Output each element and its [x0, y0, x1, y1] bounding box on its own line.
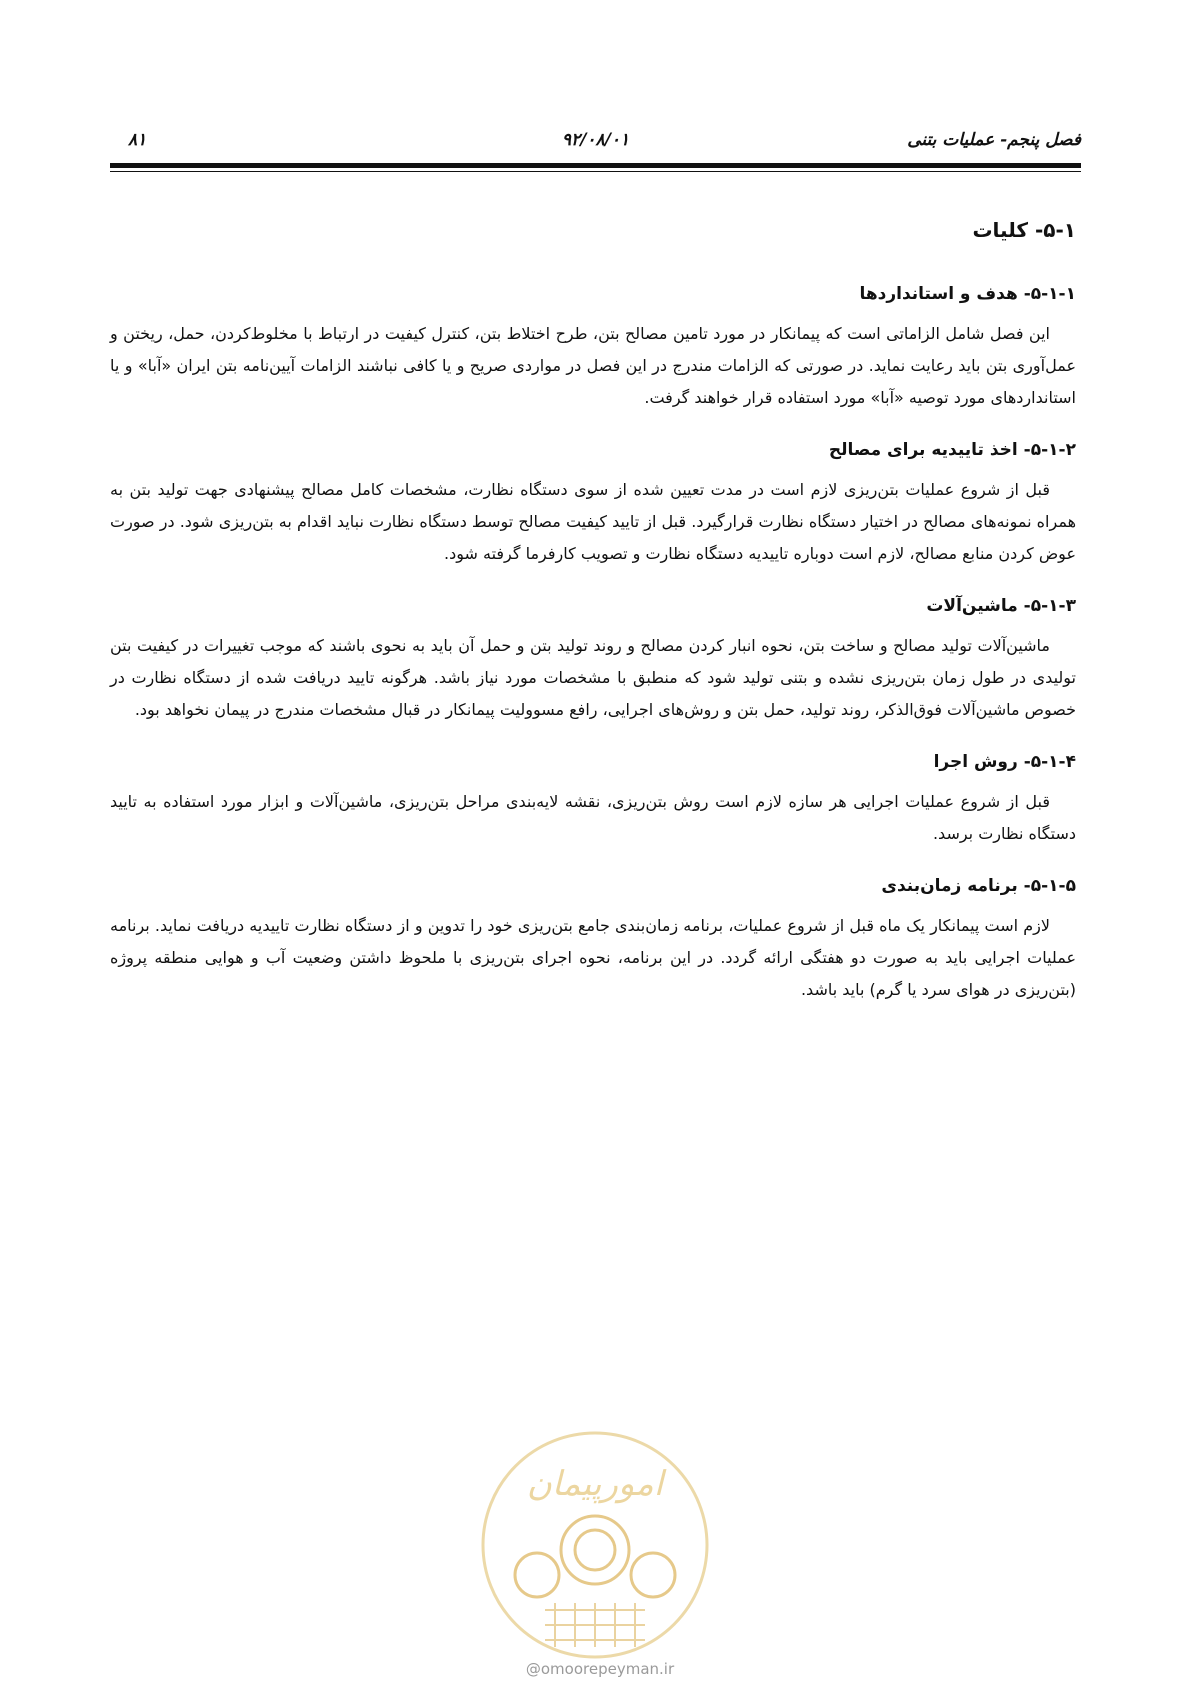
- paragraph: قبل از شروع عملیات بتن‌ریزی لازم است در مدت تعیین شده از سوی دستگاه نظارت، مشخصات کامل مصالح پیشنهادی جهت تولید بتن به همراه نمونه‌های مصالح در اختیار دستگاه نظارت قرارگیرد. قبل از تایید کیفیت مصالح توسط دستگاه نظارت نباید اقدام به بتن‌ریزی شود. در صورت عوض کردن منابع مصالح، لازم است دوباره تاییدیه دستگاه نظارت و تصویب کارفرما گرفته شود.: [110, 480, 1076, 563]
- document-body: [110, 210, 1076, 1032]
- paragraph: لازم است پیمانکار یک ماه قبل از شروع عملیات، برنامه زمان‌بندی جامع بتن‌ریزی خود را تدوین و از دستگاه نظارت تاییدیه دریافت نماید. برنامه عملیات اجرایی باید به صورت دو هفتگی ارائه گردد. در این برنامه، نحوه اجرای بتن‌ریزی با ملحوظ داشتن وضعیت آب و هوایی منطقه پروژه (بتن‌ریزی در هوای سرد یا گرم) باید باشد.: [110, 916, 1076, 999]
- paragraph: این فصل شامل الزاماتی است که پیمانکار در مورد تامین مصالح بتن، طرح اختلاط بتن، کنترل کیفیت در ارتباط با مخلوط‌کردن، حمل، ریختن و عمل‌آوری بتن باید رعایت نماید. در صورتی که الزامات مندرج در این فصل در مواردی صریح و یا کافی نباشند الزامات آیین‌نامه بتن ایران «آبا» و یا استانداردهای مورد توصیه «آبا» مورد استفاده قرار خواهند گرفت.: [110, 324, 1076, 407]
- chapter-title: فصل پنجم- عملیات بتنی: [907, 130, 1081, 150]
- subsection-title: ۵-۱-۵- برنامه زمان‌بندی: [881, 876, 1076, 896]
- watermark-url: @omoorepeyman.ir: [525, 1660, 675, 1678]
- subsection-title: ۵-۱-۱- هدف و استانداردها: [859, 284, 1076, 304]
- header-rule-thick: [110, 163, 1081, 168]
- page-header: [110, 128, 1081, 158]
- subsection-title: ۵-۱-۲- اخذ تاییدیه برای مصالح: [828, 440, 1076, 460]
- header-rule-thin: [110, 171, 1081, 172]
- watermark-seal-icon: [475, 1425, 715, 1665]
- svg-text:امورپیمان: امورپیمان: [526, 1464, 664, 1504]
- paragraph: قبل از شروع عملیات اجرایی هر سازه لازم است روش بتن‌ریزی، نقشه لایه‌بندی مراحل بتن‌ریزی، ماشین‌آلات و ابزار مورد استفاده به تایید دستگاه نظارت برسد.: [110, 792, 1076, 843]
- page-number: ۸۱: [128, 130, 147, 150]
- watermark-logo: [475, 1425, 715, 1665]
- header-date: ۹۲/۰۸/۰۱: [561, 130, 630, 150]
- section-title: ۵-۱- کلیات: [972, 218, 1076, 242]
- subsection-title: ۵-۱-۴- روش اجرا: [933, 752, 1076, 772]
- subsection-title: ۵-۱-۳- ماشین‌آلات: [926, 596, 1076, 616]
- paragraph: ماشین‌آلات تولید مصالح و ساخت بتن، نحوه انبار کردن مصالح و روند تولید بتن و حمل آن باید به نحوی باشند که موجب تغییرات در کیفیت بتن تولیدی در طول زمان بتن‌ریزی نشده و بتنی تولید شود که منطبق با مشخصات مورد نیاز باشد. هرگونه تایید دریافت شده از دستگاه نظارت در خصوص ماشین‌آلات فوق‌الذکر، روند تولید، حمل بتن و روش‌های اجرایی، رافع مسوولیت پیمانکار در قبال مشخصات مندرج در پیمان نخواهد بود.: [110, 636, 1076, 719]
